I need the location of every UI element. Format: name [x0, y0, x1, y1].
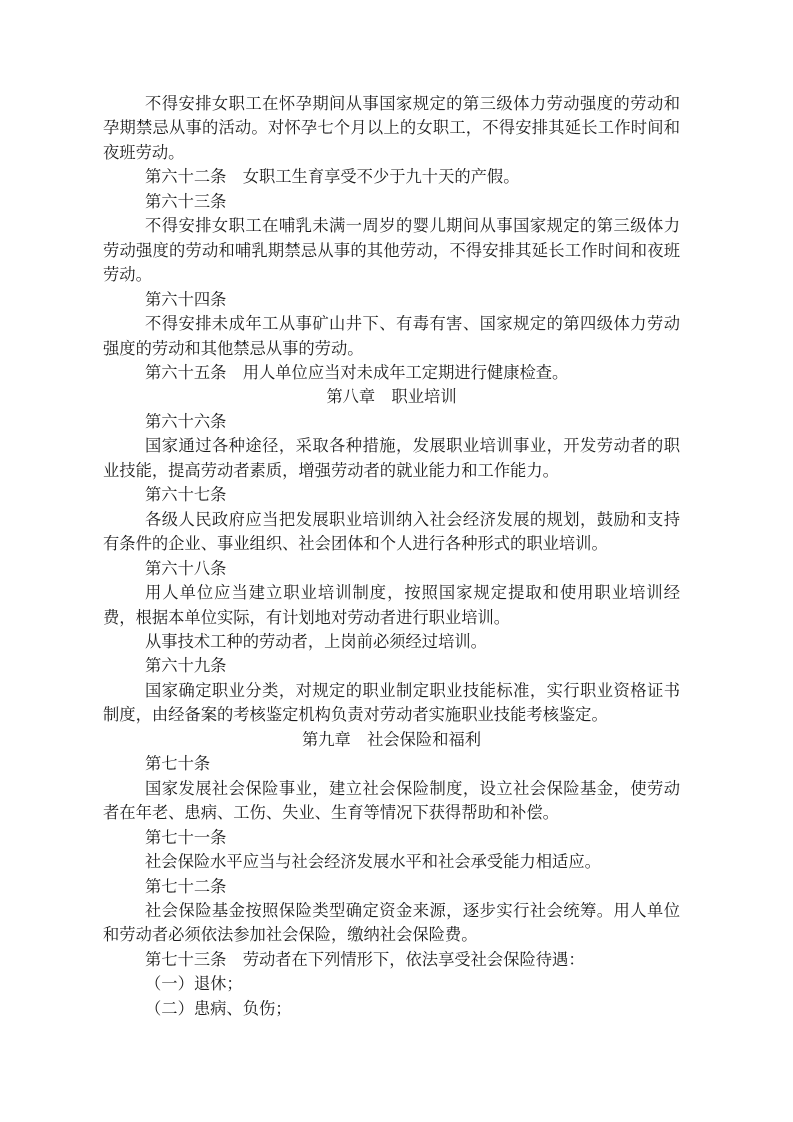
paragraph: 不得安排未成年工从事矿山井下、有毒有害、国家规定的第四级体力劳动强度的劳动和其他禁忌从事的劳动。 [103, 314, 680, 358]
paragraph: 社会保险水平应当与社会经济发展水平和社会承受能力相适应。 [145, 852, 601, 872]
paragraph: 从事技术工种的劳动者，上岗前必须经过培训。 [145, 631, 487, 651]
paragraph: 第六十三条 [145, 191, 227, 211]
paragraph: 社会保险基金按照保险类型确定资金来源，逐步实行社会统筹。用人单位和劳动者必须依法参加社会保险，缴纳社会保险费。 [103, 900, 680, 945]
paragraph: 第七十三条 劳动者在下列情形下，依法享受社会保险待遇： [145, 949, 585, 969]
chapter-heading: 第八章 职业培训 [326, 387, 457, 407]
paragraph: 不得安排女职工在哺乳未满一周岁的婴儿期间从事国家规定的第三级体力劳动强度的劳动和哺乳期禁忌从事的其他劳动，不得安排其延长工作时间和夜班劳动。 [103, 216, 680, 285]
paragraph: 第六十七条 [145, 485, 227, 505]
paragraph: 第六十九条 [145, 656, 227, 676]
document-text [103, 92, 680, 1021]
chapter-heading: 第九章 社会保险和福利 [301, 729, 482, 749]
paragraph: 第七十一条 [145, 827, 227, 847]
paragraph: 第七十条 [145, 754, 211, 774]
paragraph: 不得安排女职工在怀孕期间从事国家规定的第三级体力劳动强度的劳动和孕期禁忌从事的活动。对怀孕七个月以上的女职工，不得安排其延长工作时间和夜班劳动。 [103, 94, 680, 162]
paragraph: 国家通过各种途径，采取各种措施，发展职业培训事业，开发劳动者的职业技能，提高劳动者素质，增强劳动者的就业能力和工作能力。 [103, 436, 680, 480]
paragraph: 各级人民政府应当把发展职业培训纳入社会经济发展的规划，鼓励和支持有条件的企业、事业组织、社会团体和个人进行各种形式的职业培训。 [103, 509, 680, 554]
paragraph: 第六十二条 女职工生育享受不少于九十天的产假。 [145, 167, 520, 187]
paragraph: （一）退休； [145, 974, 243, 994]
paragraph: 第六十六条 [145, 411, 227, 431]
paragraph: 国家确定职业分类，对规定的职业制定职业技能标准，实行职业资格证书制度，由经备案的考核鉴定机构负责对劳动者实施职业技能考核鉴定。 [103, 680, 680, 725]
paragraph: 第六十四条 [145, 289, 227, 309]
paragraph: 第六十五条 用人单位应当对未成年工定期进行健康检查。 [145, 362, 569, 382]
paragraph: 第六十八条 [145, 558, 227, 578]
paragraph: 用人单位应当建立职业培训制度，按照国家规定提取和使用职业培训经费，根据本单位实际，有计划地对劳动者进行职业培训。 [103, 583, 680, 627]
paragraph: 国家发展社会保险事业，建立社会保险制度，设立社会保险基金，使劳动者在年老、患病、工伤、失业、生育等情况下获得帮助和补偿。 [103, 778, 680, 823]
paragraph: （二）患病、负伤； [145, 998, 292, 1018]
paragraph: 第七十二条 [145, 876, 227, 896]
